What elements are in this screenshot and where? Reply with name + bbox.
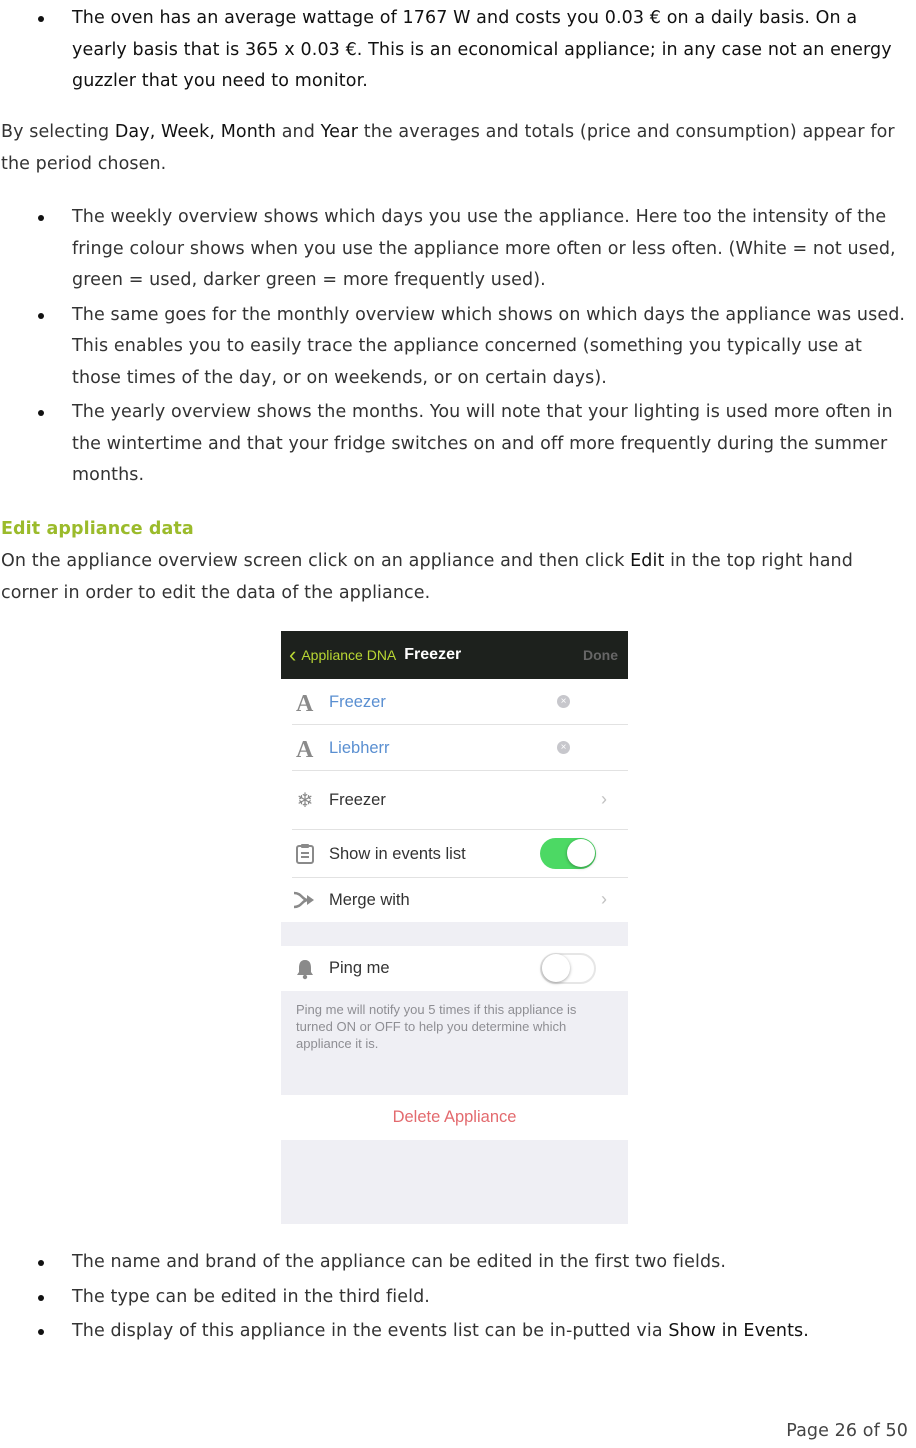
merge-icon: [281, 890, 329, 910]
year-term: Year: [320, 122, 359, 142]
ping-row: [281, 946, 628, 991]
list-item: The same goes for the monthly overview which shows on which days the appliance was used. This enables you to easily trace the appliance concerned (something you typically use at those times of the day, or on weekends, or on certain days).: [0, 300, 910, 395]
events-row: [281, 830, 628, 878]
ping-label: Ping me: [329, 959, 390, 977]
page-number: Page 26 of 50: [786, 1421, 908, 1441]
list-item: The yearly overview shows the months. You will note that your lighting is used more often in the wintertime and that your fridge switches on and off more frequently during the summer months.: [0, 397, 910, 492]
clear-icon[interactable]: ×: [557, 695, 570, 708]
paragraph-text: and: [276, 122, 321, 142]
brand-field-row[interactable]: [281, 725, 628, 771]
text-a-icon: [281, 737, 329, 759]
merge-row[interactable]: [281, 878, 628, 922]
show-in-events-term: Show in Events.: [668, 1321, 809, 1341]
brand-input[interactable]: Liebherr: [329, 738, 390, 757]
paragraph-text: By selecting: [1, 122, 115, 142]
chevron-right-icon: ›: [601, 789, 607, 809]
paragraph-text: The display of this appliance in the events list can be in-putted via: [72, 1321, 669, 1341]
appliance-fields: [281, 679, 628, 922]
section-heading: Edit appliance data: [1, 519, 194, 539]
events-toggle[interactable]: [540, 838, 596, 869]
chevron-left-icon: ‹: [289, 642, 297, 667]
paragraph-text: the averages and totals (price and consumption) appear for the period chosen.: [1, 122, 895, 174]
list-item: [0, 1316, 910, 1348]
svg-text:A: A: [296, 691, 314, 713]
paragraph-text: in the top right hand corner in order to edit the data of the appliance.: [1, 551, 853, 603]
list-item: The type can be edited in the third field.: [0, 1282, 910, 1314]
name-field-row[interactable]: [281, 679, 628, 725]
list-item: The oven has an average wattage of 1767 W and costs you 0.03 € on a daily basis. On a yearly basis that is 365 x 0.03 €. This is an economical appliance; in any case not an energy guzzler that you need to monitor.: [0, 3, 910, 98]
overview-bullet-list: [0, 202, 910, 495]
ping-note: Ping me will notify you 5 times if this appliance is turned ON or OFF to help you determine which appliance it is.: [296, 1002, 577, 1051]
bell-icon: [281, 958, 329, 980]
clear-icon[interactable]: ×: [557, 741, 570, 754]
merge-label: Merge with: [329, 890, 410, 909]
back-label: Appliance DNA: [301, 647, 397, 663]
done-button[interactable]: Done: [583, 647, 618, 663]
snowflake-icon: ❄: [296, 790, 314, 812]
edit-paragraph: [1, 546, 906, 609]
nav-title: Freezer: [404, 646, 462, 663]
svg-text:A: A: [296, 737, 314, 759]
ping-toggle[interactable]: [540, 953, 596, 984]
chevron-right-icon: ›: [601, 889, 607, 909]
list-item: The weekly overview shows which days you use the appliance. Here too the intensity of the fringe colour shows when you use the appliance more often or less often. (White = not used, green = used, darker green = more frequently used).: [0, 202, 910, 297]
text-a-icon: [281, 691, 329, 713]
name-input[interactable]: Freezer: [329, 692, 386, 711]
intro-bullet-list: [0, 3, 910, 101]
period-paragraph: [1, 117, 906, 180]
delete-appliance-button[interactable]: Delete Appliance: [281, 1095, 628, 1140]
period-terms: Day, Week, Month: [114, 122, 277, 142]
appliance-edit-screenshot: [281, 631, 628, 1224]
type-row[interactable]: [281, 771, 628, 830]
edit-term: Edit: [630, 551, 665, 571]
nav-bar: [281, 631, 628, 679]
list-icon: [281, 843, 329, 865]
events-label: Show in events list: [329, 844, 466, 863]
paragraph-text: On the appliance overview screen click on an appliance and then click: [1, 551, 631, 571]
list-item: The name and brand of the appliance can be edited in the first two fields.: [0, 1247, 910, 1279]
ping-group: [281, 946, 628, 991]
field-bullet-list: [0, 1247, 910, 1351]
type-label: Freezer: [329, 791, 386, 809]
back-button[interactable]: [289, 644, 396, 666]
